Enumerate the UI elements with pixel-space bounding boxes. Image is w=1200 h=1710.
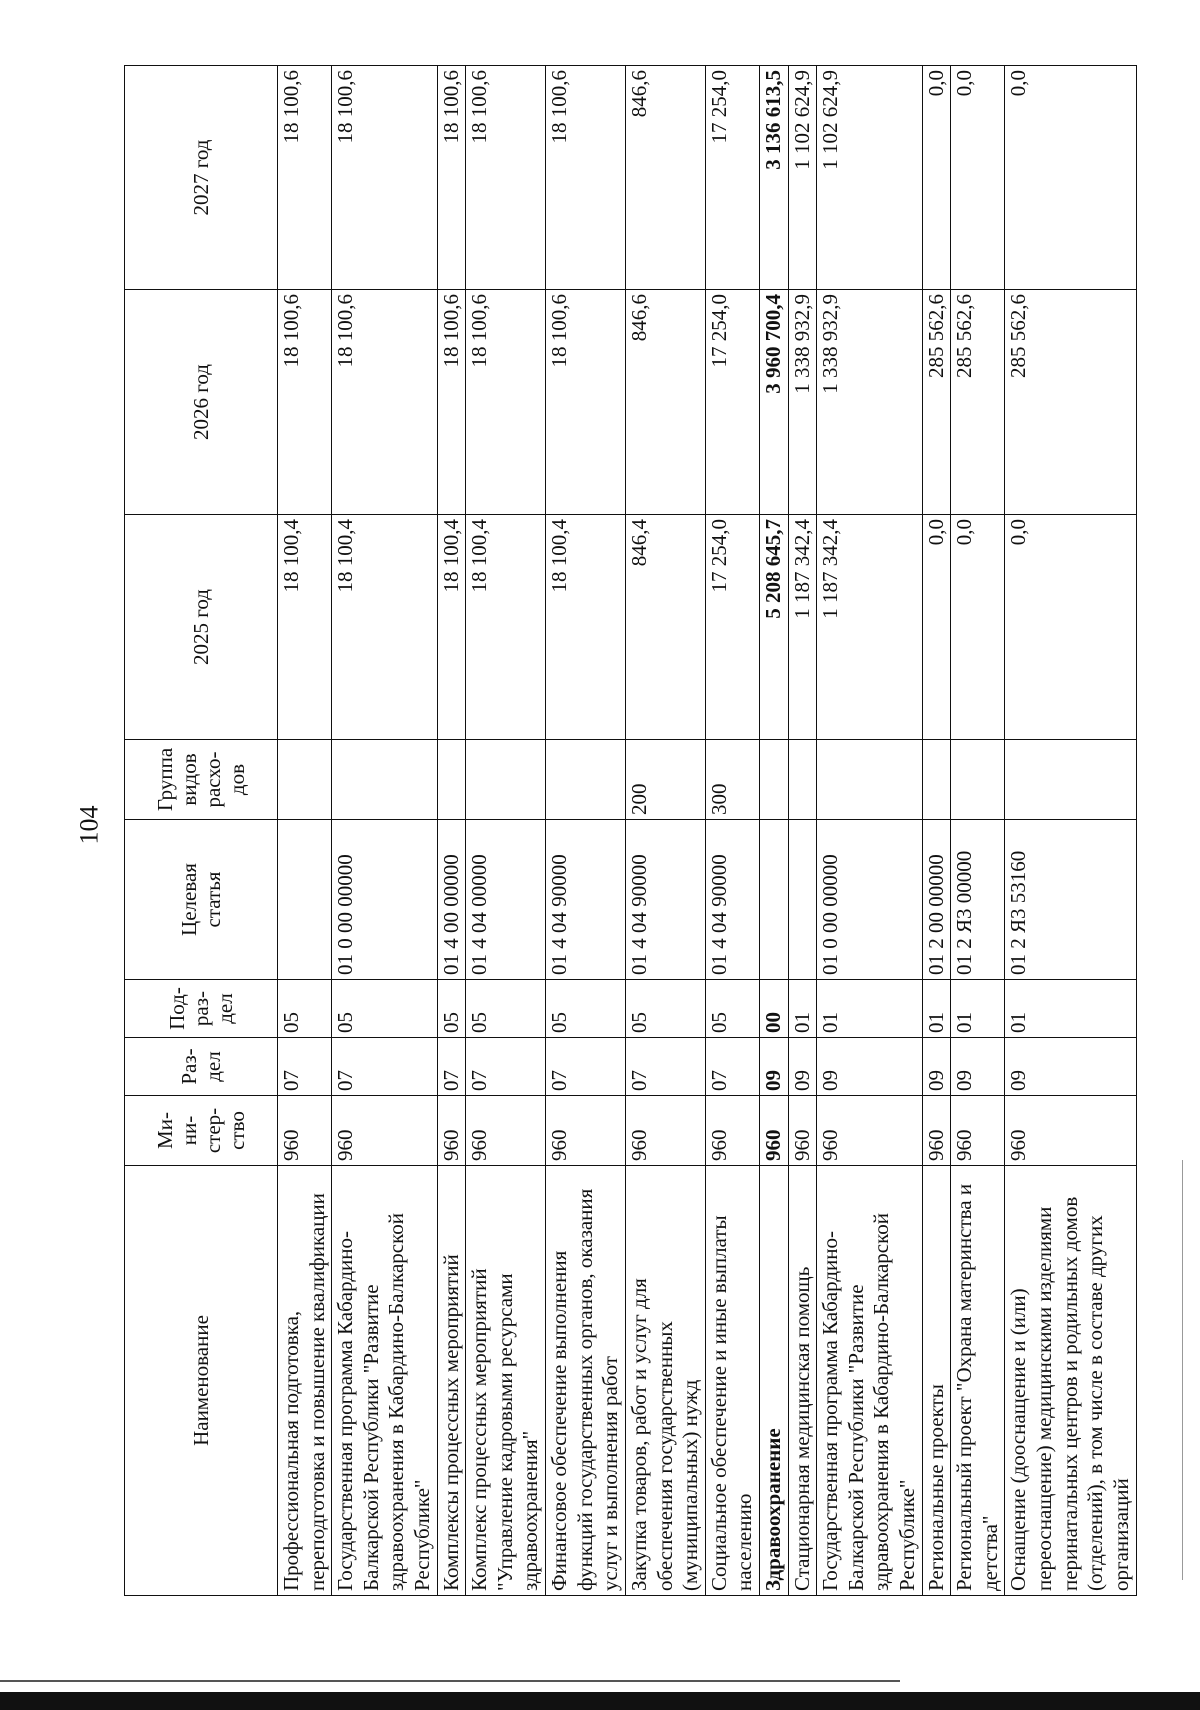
cell-2025: 18 100,4 (466, 515, 546, 740)
cell-2025: 5 208 645,7 (759, 515, 788, 740)
cell-name: Оснащение (дооснащение и (или) переоснащение) медицинскими изделиями перинатальных центров и родильных домов (отделений), в том числе в составе других организаций (1005, 1166, 1136, 1596)
cell-expense-group (332, 740, 437, 820)
col-2025-header: 2025 год (125, 515, 278, 740)
cell-ministry: 960 (546, 1096, 626, 1166)
cell-ministry: 960 (705, 1096, 759, 1166)
cell-expense-group: 200 (625, 740, 705, 820)
cell-name: Профессиональная подготовка, переподготовка и повышение квалификации (278, 1166, 332, 1596)
cell-expense-group (546, 740, 626, 820)
cell-2026: 18 100,6 (546, 290, 626, 515)
cell-2025: 846,4 (625, 515, 705, 740)
cell-2026: 1 338 932,9 (788, 290, 817, 515)
cell-2027: 0,0 (951, 66, 1005, 290)
cell-name: Здравоохранение (759, 1166, 788, 1596)
cell-expense-group: 300 (705, 740, 759, 820)
cell-name: Региональный проект "Охрана материнства и детства" (951, 1166, 1005, 1596)
cell-target: 01 4 04 90000 (625, 820, 705, 980)
cell-section: 09 (1005, 1038, 1136, 1096)
cell-target (278, 820, 332, 980)
cell-target (759, 820, 788, 980)
cell-expense-group (788, 740, 817, 820)
cell-2026: 285 562,6 (922, 290, 951, 515)
cell-target: 01 4 04 90000 (546, 820, 626, 980)
cell-target: 01 2 00 00000 (922, 820, 951, 980)
cell-ministry: 960 (332, 1096, 437, 1166)
budget-table (124, 65, 1137, 1596)
cell-2027: 0,0 (1005, 66, 1136, 290)
cell-target: 01 0 00 00000 (817, 820, 922, 980)
cell-2026: 285 562,6 (1005, 290, 1136, 515)
col-2026-header: 2026 год (125, 290, 278, 515)
table-row (817, 66, 922, 1596)
cell-section: 09 (817, 1038, 922, 1096)
cell-2026: 18 100,6 (437, 290, 466, 515)
page-number: 104 (74, 805, 104, 845)
cell-ministry: 960 (437, 1096, 466, 1166)
cell-name: Государственная программа Кабардино-Балкарской Республики "Развитие здравоохранения в Кабардино-Балкарской Республике" (817, 1166, 922, 1596)
table-row (437, 66, 466, 1596)
cell-subsection: 05 (332, 980, 437, 1038)
cell-expense-group (437, 740, 466, 820)
cell-section: 07 (278, 1038, 332, 1096)
cell-subsection: 01 (788, 980, 817, 1038)
table-row (625, 66, 705, 1596)
cell-2026: 1 338 932,9 (817, 290, 922, 515)
cell-ministry: 960 (278, 1096, 332, 1166)
rotated-page (124, 66, 1133, 1596)
cell-2025: 18 100,4 (437, 515, 466, 740)
cell-2026: 285 562,6 (951, 290, 1005, 515)
cell-2026: 18 100,6 (278, 290, 332, 515)
cell-ministry: 960 (922, 1096, 951, 1166)
cell-name: Государственная программа Кабардино-Балкарской Республики "Развитие здравоохранения в Кабардино-Балкарской Республике" (332, 1166, 437, 1596)
cell-target: 01 4 04 90000 (705, 820, 759, 980)
cell-expense-group (466, 740, 546, 820)
table-row (332, 66, 437, 1596)
cell-2025: 18 100,4 (278, 515, 332, 740)
cell-target: 01 2 Я3 00000 (951, 820, 1005, 980)
cell-expense-group (759, 740, 788, 820)
cell-name: Комплекс процессных мероприятий "Управление кадровыми ресурсами здравоохранения" (466, 1166, 546, 1596)
cell-target: 01 0 00 00000 (332, 820, 437, 980)
cell-2027: 18 100,6 (278, 66, 332, 290)
cell-2025: 0,0 (951, 515, 1005, 740)
cell-name: Комплексы процессных мероприятий (437, 1166, 466, 1596)
cell-section: 07 (466, 1038, 546, 1096)
cell-section: 09 (788, 1038, 817, 1096)
col-ministry-header: Ми- ни- стер- ство (125, 1096, 278, 1166)
cell-2026: 18 100,6 (466, 290, 546, 515)
cell-2027: 1 102 624,9 (817, 66, 922, 290)
cell-2025: 0,0 (1005, 515, 1136, 740)
cell-section: 09 (951, 1038, 1005, 1096)
col-name-header: Наименование (125, 1166, 278, 1596)
col-section-header: Раз- дел (125, 1038, 278, 1096)
cell-subsection: 05 (546, 980, 626, 1038)
col-target-header: Целевая статья (125, 820, 278, 980)
cell-2026: 846,6 (625, 290, 705, 515)
scan-edge-line (0, 1680, 900, 1682)
table-row (788, 66, 817, 1596)
col-expense-group-header: Группа видов расхо- дов (125, 740, 278, 820)
cell-target: 01 4 04 00000 (466, 820, 546, 980)
cell-2025: 1 187 342,4 (788, 515, 817, 740)
cell-2027: 846,6 (625, 66, 705, 290)
cell-section: 09 (922, 1038, 951, 1096)
table-row (705, 66, 759, 1596)
cell-subsection: 05 (278, 980, 332, 1038)
cell-section: 09 (759, 1038, 788, 1096)
cell-section: 07 (332, 1038, 437, 1096)
cell-2025: 1 187 342,4 (817, 515, 922, 740)
table-row (546, 66, 626, 1596)
cell-section: 07 (546, 1038, 626, 1096)
cell-ministry: 960 (1005, 1096, 1136, 1166)
cell-name: Социальное обеспечение и иные выплаты населению (705, 1166, 759, 1596)
cell-2027: 18 100,6 (546, 66, 626, 290)
cell-name: Региональные проекты (922, 1166, 951, 1596)
cell-2027: 18 100,6 (437, 66, 466, 290)
cell-subsection: 05 (625, 980, 705, 1038)
scan-bottom-bar (0, 1692, 1200, 1710)
scan-right-mark (1182, 1160, 1183, 1580)
cell-2026: 17 254,0 (705, 290, 759, 515)
cell-2026: 18 100,6 (332, 290, 437, 515)
cell-ministry: 960 (817, 1096, 922, 1166)
cell-ministry: 960 (625, 1096, 705, 1166)
cell-name: Закупка товаров, работ и услуг для обеспечения государственных (муниципальных) нужд (625, 1166, 705, 1596)
cell-section: 07 (437, 1038, 466, 1096)
cell-ministry: 960 (951, 1096, 1005, 1166)
cell-2027: 3 136 613,5 (759, 66, 788, 290)
table-row (951, 66, 1005, 1596)
col-2027-header: 2027 год (125, 66, 278, 290)
cell-2027: 18 100,6 (332, 66, 437, 290)
cell-ministry: 960 (788, 1096, 817, 1166)
cell-2025: 18 100,4 (332, 515, 437, 740)
cell-target: 01 4 00 00000 (437, 820, 466, 980)
cell-subsection: 01 (922, 980, 951, 1038)
cell-2026: 3 960 700,4 (759, 290, 788, 515)
cell-subsection: 05 (437, 980, 466, 1038)
cell-subsection: 01 (1005, 980, 1136, 1038)
cell-ministry: 960 (466, 1096, 546, 1166)
cell-2027: 1 102 624,9 (788, 66, 817, 290)
cell-2027: 18 100,6 (466, 66, 546, 290)
cell-subsection: 01 (951, 980, 1005, 1038)
cell-expense-group (817, 740, 922, 820)
cell-target (788, 820, 817, 980)
cell-subsection: 05 (466, 980, 546, 1038)
cell-expense-group (1005, 740, 1136, 820)
table-header-row (125, 66, 278, 1596)
table-row (278, 66, 332, 1596)
cell-subsection: 00 (759, 980, 788, 1038)
cell-section: 07 (705, 1038, 759, 1096)
table-row (759, 66, 788, 1596)
cell-expense-group (922, 740, 951, 820)
table-row (922, 66, 951, 1596)
cell-subsection: 01 (817, 980, 922, 1038)
cell-2027: 17 254,0 (705, 66, 759, 290)
cell-2025: 0,0 (922, 515, 951, 740)
cell-target: 01 2 Я3 53160 (1005, 820, 1136, 980)
cell-section: 07 (625, 1038, 705, 1096)
cell-expense-group (278, 740, 332, 820)
cell-2025: 17 254,0 (705, 515, 759, 740)
col-subsection-header: Под- раз- дел (125, 980, 278, 1038)
cell-name: Финансовое обеспечение выполнения функций государственных органов, оказания услуг и выполнения работ (546, 1166, 626, 1596)
table-row (466, 66, 546, 1596)
cell-expense-group (951, 740, 1005, 820)
cell-ministry: 960 (759, 1096, 788, 1166)
table-row (1005, 66, 1136, 1596)
cell-2025: 18 100,4 (546, 515, 626, 740)
cell-2027: 0,0 (922, 66, 951, 290)
cell-name: Стационарная медицинская помощь (788, 1166, 817, 1596)
cell-subsection: 05 (705, 980, 759, 1038)
